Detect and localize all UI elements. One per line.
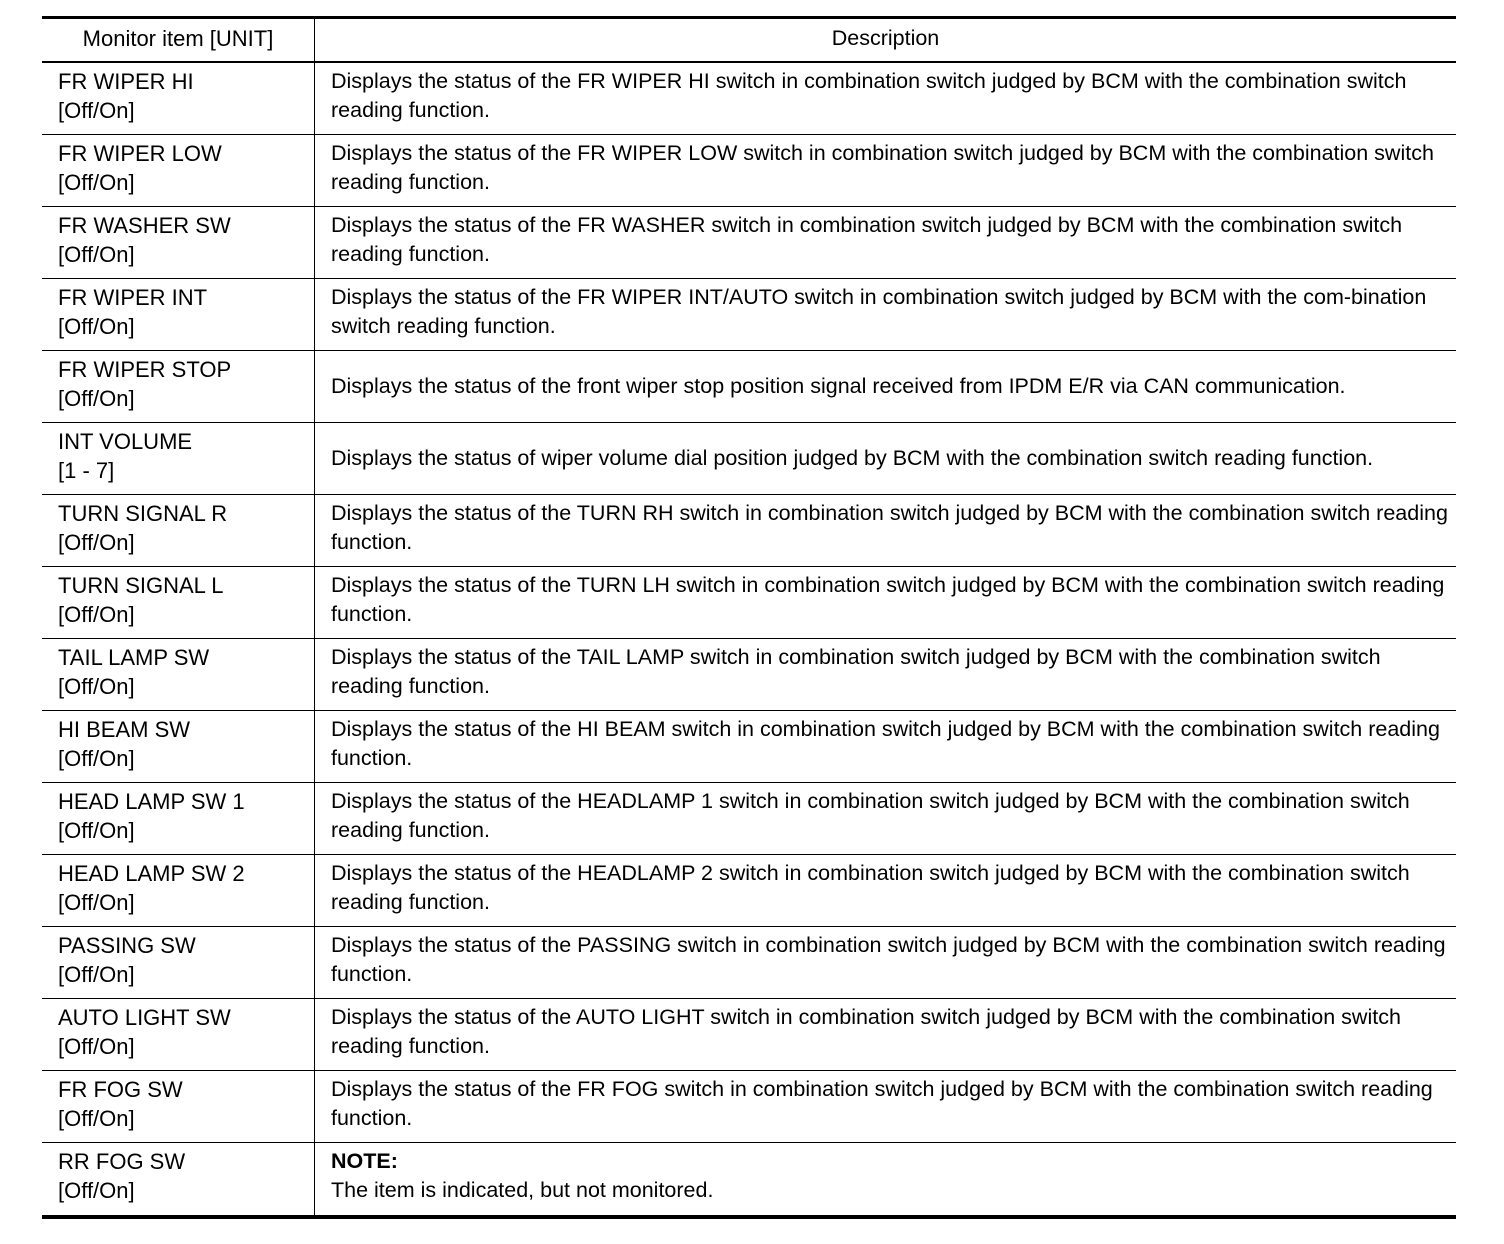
item-unit: [Off/On] (58, 314, 135, 339)
item-unit: [Off/On] (58, 242, 135, 267)
item-name: FR WASHER SW (58, 213, 231, 238)
item-name: HI BEAM SW (58, 717, 191, 742)
description-cell: Displays the status of the TAIL LAMP switch in combination switch judged by BCM with the combination switch reading function. (331, 645, 1381, 698)
item-unit: [Off/On] (58, 962, 135, 987)
monitor-item-table (42, 16, 1456, 1219)
header-description: Description (831, 26, 940, 50)
item-unit: [Off/On] (58, 98, 135, 123)
table-row (42, 639, 1456, 711)
monitor-item-cell (42, 567, 315, 638)
item-name: FR FOG SW (58, 1077, 183, 1102)
table-header-row (42, 19, 1456, 63)
description-cell: Displays the status of wiper volume dial position judged by BCM with the combination switch reading function. (331, 446, 1374, 470)
item-unit: [1 - 7] (58, 458, 115, 483)
table-row (42, 135, 1456, 207)
item-unit: [Off/On] (58, 1178, 135, 1203)
item-unit: [Off/On] (58, 890, 135, 915)
item-name: HEAD LAMP SW 2 (58, 861, 245, 886)
description-cell (315, 1143, 1456, 1215)
monitor-item-cell (42, 855, 315, 926)
description-cell: Displays the status of the HEADLAMP 1 switch in combination switch judged by BCM with the combination switch reading function. (331, 789, 1410, 842)
description-cell: Displays the status of the PASSING switch in combination switch judged by BCM with the combination switch reading function. (331, 933, 1446, 986)
table-row (42, 207, 1456, 279)
monitor-item-cell (42, 639, 315, 710)
monitor-item-cell (42, 495, 315, 566)
description-cell: Displays the status of the FR WIPER HI switch in combination switch judged by BCM with the combination switch reading function. (331, 69, 1407, 122)
monitor-item-cell (42, 1143, 315, 1215)
description-cell: Displays the status of the TURN RH switch in combination switch judged by BCM with the combination switch reading function. (331, 501, 1448, 554)
item-name: RR FOG SW (58, 1149, 186, 1174)
item-unit: [Off/On] (58, 386, 135, 411)
description-cell: Displays the status of the FR FOG switch in combination switch judged by BCM with the combination switch reading function. (331, 1077, 1433, 1130)
description-cell: Displays the status of the TURN LH switch in combination switch judged by BCM with the combination switch reading function. (331, 573, 1445, 626)
table-row (42, 1143, 1456, 1215)
monitor-item-cell (42, 423, 315, 494)
description-cell: Displays the status of the front wiper stop position signal received from IPDM E/R via CAN communication. (331, 374, 1346, 398)
item-name: TURN SIGNAL R (58, 501, 228, 526)
description-cell: Displays the status of the HEADLAMP 2 switch in combination switch judged by BCM with the combination switch reading function. (331, 861, 1410, 914)
table-row (42, 351, 1456, 423)
note-text: The item is indicated, but not monitored. (331, 1178, 714, 1202)
table-row (42, 783, 1456, 855)
monitor-item-cell (42, 63, 315, 134)
description-cell: Displays the status of the HI BEAM switch in combination switch judged by BCM with the combination switch reading function. (331, 717, 1440, 770)
monitor-item-cell (42, 711, 315, 782)
monitor-item-cell (42, 351, 315, 422)
item-unit: [Off/On] (58, 602, 135, 627)
monitor-item-cell (42, 927, 315, 998)
item-unit: [Off/On] (58, 1106, 135, 1131)
table-row (42, 927, 1456, 999)
item-name: FR WIPER INT (58, 285, 208, 310)
item-name: INT VOLUME (58, 429, 193, 454)
monitor-item-cell (42, 1071, 315, 1142)
table-row (42, 279, 1456, 351)
table-row (42, 711, 1456, 783)
item-unit: [Off/On] (58, 1034, 135, 1059)
table-row (42, 855, 1456, 927)
monitor-item-cell (42, 783, 315, 854)
monitor-item-cell (42, 135, 315, 206)
item-unit: [Off/On] (58, 818, 135, 843)
item-name: HEAD LAMP SW 1 (58, 789, 245, 814)
table-row (42, 423, 1456, 495)
item-unit: [Off/On] (58, 674, 135, 699)
description-cell: Displays the status of the FR WIPER LOW switch in combination switch judged by BCM with the combination switch reading function. (331, 141, 1434, 194)
header-monitor-item: Monitor item [UNIT] (42, 19, 315, 61)
item-name: FR WIPER LOW (58, 141, 222, 166)
item-unit: [Off/On] (58, 746, 135, 771)
table-row (42, 567, 1456, 639)
item-unit: [Off/On] (58, 170, 135, 195)
monitor-item-cell (42, 999, 315, 1070)
item-name: PASSING SW (58, 933, 196, 958)
monitor-item-cell (42, 207, 315, 278)
table-row (42, 1071, 1456, 1143)
item-name: FR WIPER HI (58, 69, 194, 94)
table-row (42, 495, 1456, 567)
description-cell: Displays the status of the AUTO LIGHT switch in combination switch judged by BCM with the combination switch reading function. (331, 1005, 1401, 1058)
item-unit: [Off/On] (58, 530, 135, 555)
item-name: FR WIPER STOP (58, 357, 232, 382)
note-label: NOTE: (331, 1149, 398, 1173)
item-name: TAIL LAMP SW (58, 645, 210, 670)
description-cell: Displays the status of the FR WIPER INT/AUTO switch in combination switch judged by BCM with the com-bination switch reading function. (331, 285, 1427, 338)
item-name: AUTO LIGHT SW (58, 1005, 231, 1030)
table-row (42, 999, 1456, 1071)
monitor-item-cell (42, 279, 315, 350)
item-name: TURN SIGNAL L (58, 573, 224, 598)
table-row (42, 63, 1456, 135)
description-cell: Displays the status of the FR WASHER switch in combination switch judged by BCM with the combination switch reading function. (331, 213, 1403, 266)
